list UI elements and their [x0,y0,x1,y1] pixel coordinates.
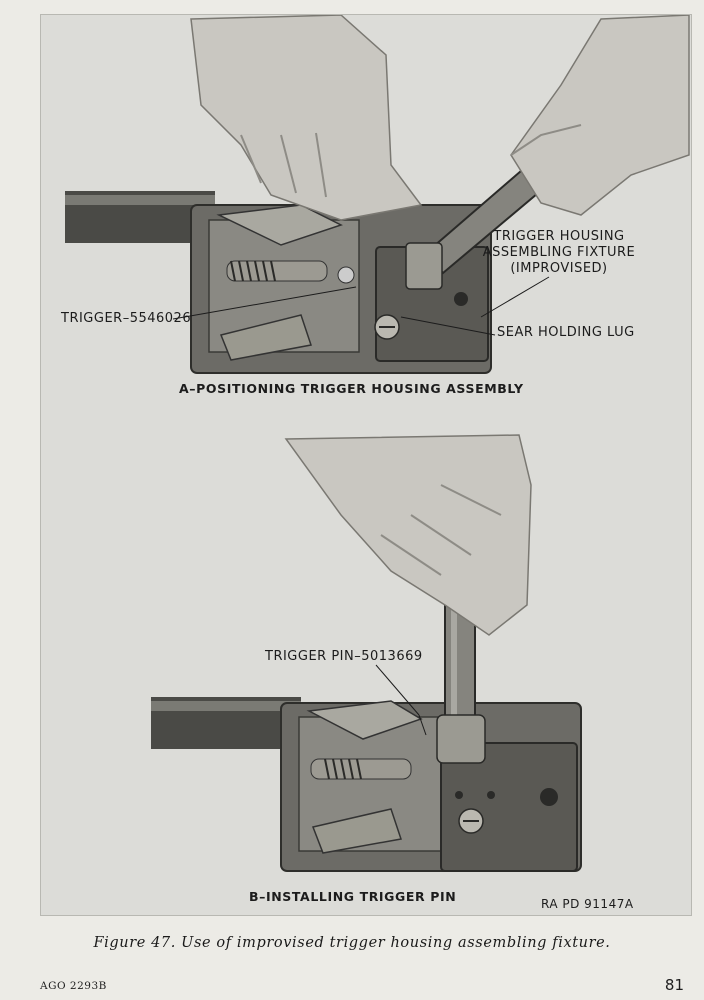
figure-plate [40,14,692,916]
label-trigger-pin: TRIGGER PIN–5013669 [265,649,423,664]
hand-right-a [511,15,689,215]
spring-a [227,261,327,281]
figure-illustration [41,15,691,915]
label-fixture-line1: TRIGGER HOUSING [493,229,625,244]
footer-ago-code: AGO 2293B [40,980,107,992]
figure-caption: Figure 47. Use of improvised trigger housing assembling fixture. [93,935,611,951]
label-fixture-line2: ASSEMBLING FIXTURE [482,245,636,260]
label-fixture-line3: (IMPROVISED) [510,261,608,276]
subcaption-a: A–POSITIONING TRIGGER HOUSING ASSEMBLY [179,381,524,396]
page-number: 81 [664,976,684,994]
label-fixture [459,229,659,277]
ra-code: RA PD 91147A [541,897,634,911]
hand-left-a [191,15,421,220]
label-trigger: TRIGGER–5546026 [61,311,192,326]
hand-b [286,435,531,635]
spring-b [311,759,411,779]
label-sear-holding-lug: SEAR HOLDING LUG [497,325,635,340]
subcaption-b: B–INSTALLING TRIGGER PIN [249,889,457,904]
